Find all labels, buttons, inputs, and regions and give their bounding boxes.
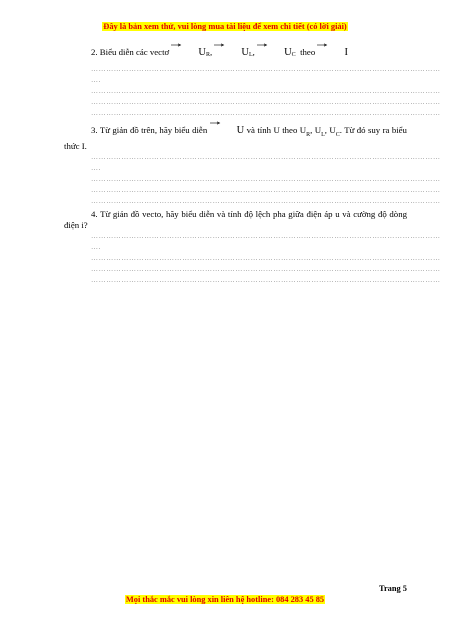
answer-line-short: …. [91, 242, 101, 251]
answer-line: ………………………………………………………………………………………………………………………… [91, 174, 441, 183]
answer-line: ………………………………………………………………………………………………………………………… [91, 264, 441, 273]
vector-arrow-icon [171, 43, 181, 47]
answer-line: ………………………………………………………………………………………………………………………… [91, 109, 441, 117]
answer-line: ………………………………………………………………………………………………………………………… [91, 253, 441, 262]
answer-line: ………………………………………………………………………………………………………………………… [91, 65, 441, 73]
answer-line: ………………………………………………………………………………………………………………………… [91, 185, 441, 194]
vector-ur: $U_R$ [171, 47, 210, 61]
vector-arrow-icon [214, 43, 224, 47]
worksheet-body [64, 44, 441, 286]
answer-line: ………………………………………………………………………………………………………………………… [91, 98, 441, 106]
answer-line: ………………………………………………………………………………………………………………………… [91, 196, 441, 205]
top-preview-banner [0, 22, 450, 32]
vector-ul: $U_L$ [214, 47, 252, 61]
question-2-text: 2. Biểu diễn các vectơ [91, 47, 170, 57]
answer-line-short: …. [91, 163, 101, 172]
question-4: 4. Từ giản đồ vecto, hãy biểu diễn và tính độ lệch pha giữa điện áp u và cường độ dòng điện i? [64, 208, 407, 230]
bottom-hotline-banner [0, 595, 450, 605]
vector-u: U [210, 125, 245, 136]
question-2: 2. Biểu diễn các vectơ $U_R$, $U_L$, $U_C$ theo I [64, 47, 407, 61]
answer-line: ………………………………………………………………………………………………………………………… [91, 275, 441, 284]
answer-line-short: …. [91, 76, 101, 84]
page-number: Trang 5 [379, 584, 407, 593]
answer-line: ………………………………………………………………………………………………………………………… [91, 152, 441, 161]
answer-line: ………………………………………………………………………………………………………………………… [91, 231, 441, 240]
vector-i: I [317, 47, 348, 58]
vector-arrow-icon [317, 43, 327, 47]
hotline-text: Mọi thắc mắc vui lòng xin liên hệ hotline: 084 283 45 85 [125, 595, 325, 604]
answer-line: ………………………………………………………………………………………………………………………… [91, 87, 441, 95]
question-3: 3. Từ giản đồ trên, hãy biểu diễn U và tính U theo $U_R$, $U_L$, $U_C$. Từ đó suy ra biểu thức I. [64, 125, 407, 152]
vector-uc: $U_C$ [257, 47, 296, 61]
vector-arrow-icon [210, 121, 220, 125]
question-2-theo: theo [300, 47, 316, 57]
top-preview-banner-text: Đây là bản xem thử, vui lòng mua tài liệu để xem chi tiết (có lời giải) [103, 22, 347, 31]
vector-arrow-icon [257, 43, 267, 47]
